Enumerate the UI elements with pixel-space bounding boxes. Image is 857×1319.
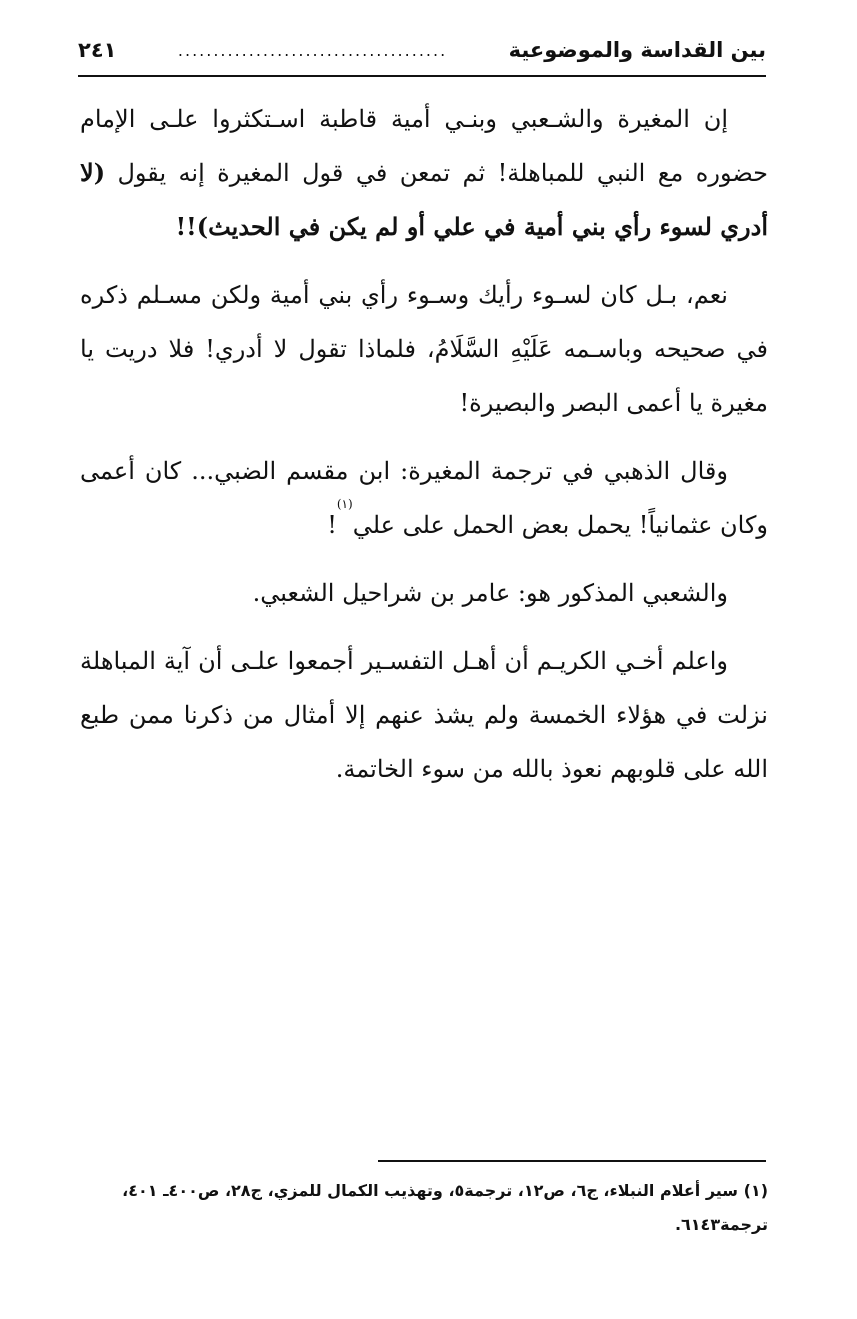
paragraph-5: واعلم أخـي الكريـم أن أهـل التفسـير أجمعوا علـى أن آية المباهلة نزلت في هؤلاء الخمسة ولم يشذ عنهم إلا أمثال من ذكرنا ممن طبع الله على قلوبهم نعوذ بالله من سوء الخاتمة. bbox=[80, 647, 768, 783]
header-title: بين القداسة والموضوعية bbox=[508, 38, 766, 62]
paragraph-1-quote: (لا أدري لسوء رأي بني أمية في علي أو لم يكن في الحديث)!! bbox=[80, 158, 768, 241]
footnote-marker: (١) bbox=[336, 497, 353, 511]
header-leader-dots: ...................................... bbox=[177, 40, 448, 60]
paragraph-2: نعم، بـل كان لسـوء رأيك وسـوء رأي بني أمية ولكن مسـلم ذكره في صحيحه وباسـمه عَلَيْهِ السَّلَامُ، فلماذا تقول لا أدري! فلا دريت يا مغيرة يا أعمى البصر والبصيرة! bbox=[80, 281, 768, 417]
paragraph-3-text: وقال الذهبي في ترجمة المغيرة: ابن مقسم الضبي... كان أعمى وكان عثمانياً! يحمل بعض الحمل على علي bbox=[80, 457, 768, 539]
footnote: (١) سير أعلام النبلاء، ج٦، ص١٢، ترجمة٥، وتهذيب الكمال للمزي، ج٢٨، ص٤٠٠ـ ٤٠١، ترجمة٦١٤٣. bbox=[122, 1181, 768, 1234]
header-rule bbox=[78, 75, 766, 77]
running-header bbox=[78, 30, 766, 70]
paragraph-4: والشعبي المذكور هو: عامر بن شراحيل الشعبي. bbox=[252, 579, 728, 607]
paragraph-1 bbox=[80, 92, 768, 254]
footnote-rule bbox=[378, 1160, 766, 1162]
paragraph-3 bbox=[80, 444, 768, 552]
main-text bbox=[80, 92, 768, 796]
paragraph-3-end: ! bbox=[327, 511, 337, 539]
paragraph-1-text: إن المغيرة والشـعبي وبنـي أمية قاطبة اسـتكثروا علـى الإمام حضوره مع النبي للمباهلة! ثم تمعن في قول المغيرة إنه يقول bbox=[80, 105, 768, 187]
page-number: ٢٤١ bbox=[78, 38, 117, 62]
